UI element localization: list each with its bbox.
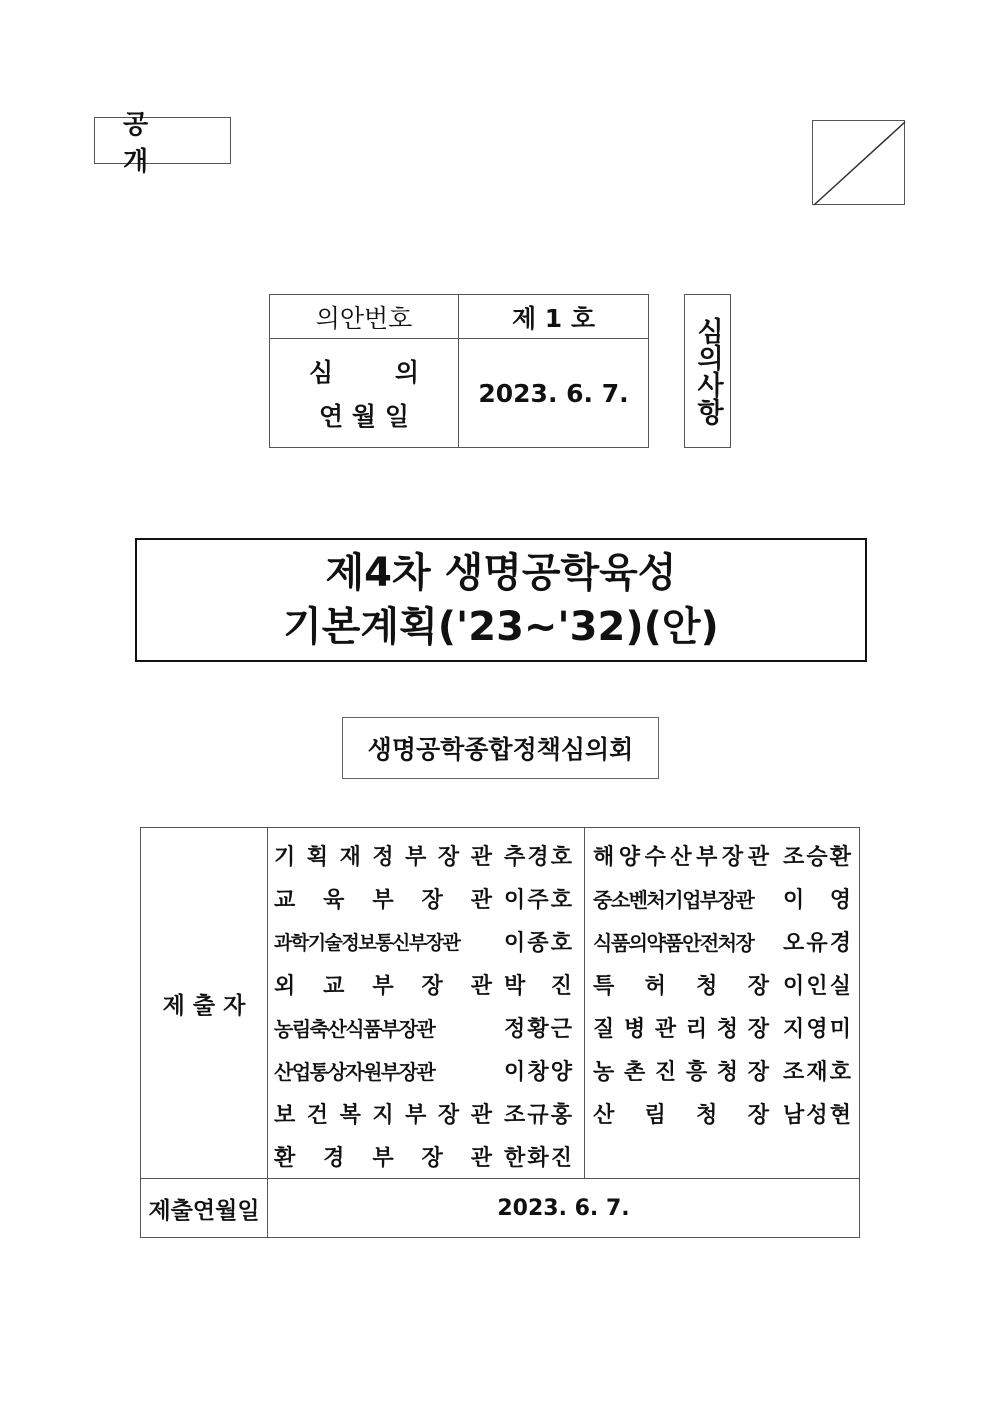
official-name: 이 주 호 xyxy=(504,888,572,913)
official-name: 조 규 홍 xyxy=(504,1103,572,1128)
official-name: 이 창 양 xyxy=(504,1060,572,1085)
submitter-right-column xyxy=(585,828,860,1179)
agenda-number-value: 제 1 호 xyxy=(459,295,649,339)
official-name: 이 종 호 xyxy=(504,931,572,956)
official-title: 산업통상자원부장관 xyxy=(274,1060,435,1084)
left-row xyxy=(268,877,584,920)
council-name: 생명공학종합정책심의회 xyxy=(367,735,634,764)
official-name: 조 승 환 xyxy=(783,845,851,870)
official-title: 식품의약품안전처장 xyxy=(593,931,754,955)
stamp-box xyxy=(812,120,905,205)
category-label: 심의사항 xyxy=(692,317,723,425)
left-row xyxy=(268,1135,584,1178)
agenda-date-label: 심 의 연 월 일 xyxy=(270,339,459,448)
official-name: 추 경 호 xyxy=(504,845,572,870)
right-row xyxy=(585,963,859,1006)
official-title: 중소벤처기업부장관 xyxy=(593,888,754,912)
title-line-2: 기본계획('23~'32)(안) xyxy=(283,604,719,650)
council-box xyxy=(342,717,659,779)
official-title: 외 교 부 장 관 xyxy=(274,974,492,999)
submit-date-value: 2023. 6. 7. xyxy=(268,1179,860,1238)
official-title: 질 병 관 리 청 장 xyxy=(593,1017,769,1042)
right-row xyxy=(585,1092,859,1135)
official-name: 박 진 xyxy=(504,974,572,999)
official-name: 이 인 실 xyxy=(783,974,851,999)
official-title: 산 림 청 장 xyxy=(593,1103,769,1128)
official-title: 환 경 부 장 관 xyxy=(274,1146,492,1171)
official-title: 농림축산식품부장관 xyxy=(274,1017,435,1041)
official-title: 과학기술정보통신부장관 xyxy=(274,932,460,954)
submitter-left-column xyxy=(268,828,585,1179)
right-row xyxy=(585,877,859,920)
document-title-box xyxy=(135,538,867,662)
official-name: 정 황 근 xyxy=(504,1017,572,1042)
official-title: 특 허 청 장 xyxy=(593,974,769,999)
official-name: 오 유 경 xyxy=(783,931,851,956)
agenda-info-table xyxy=(269,294,649,448)
public-label: 공 개 xyxy=(123,109,177,177)
left-row xyxy=(268,963,584,1006)
left-row xyxy=(268,1049,584,1092)
left-row xyxy=(268,1092,584,1135)
official-title: 교 육 부 장 관 xyxy=(274,888,492,913)
official-title: 농 촌 진 흥 청 장 xyxy=(593,1060,769,1085)
left-row xyxy=(268,1006,584,1049)
official-name: 남 성 현 xyxy=(783,1103,851,1128)
title-line-1: 제4차 생명공학육성 xyxy=(325,550,677,596)
official-title: 기 획 재 정 부 장 관 xyxy=(274,845,492,870)
left-row xyxy=(268,920,584,963)
left-row xyxy=(268,834,584,877)
official-title: 보 건 복 지 부 장 관 xyxy=(274,1103,492,1128)
submit-date-label: 제출연월일 xyxy=(141,1179,268,1238)
right-row xyxy=(585,1006,859,1049)
agenda-number-label: 의안번호 xyxy=(270,295,459,339)
official-name: 조 재 호 xyxy=(783,1060,851,1085)
deliberation-tag xyxy=(684,294,731,448)
public-badge xyxy=(94,109,231,177)
diagonal-slash-icon xyxy=(813,121,906,206)
submitter-table xyxy=(140,827,860,1238)
official-title: 해 양 수 산 부 장 관 xyxy=(593,845,769,870)
right-row xyxy=(585,920,859,963)
right-row xyxy=(585,1049,859,1092)
right-row xyxy=(585,834,859,877)
official-name: 이 영 xyxy=(783,888,851,913)
official-name: 지 영 미 xyxy=(783,1017,851,1042)
official-name: 한 화 진 xyxy=(504,1146,572,1171)
submitter-label: 제 출 자 xyxy=(141,828,268,1179)
agenda-date-value: 2023. 6. 7. xyxy=(459,339,649,448)
